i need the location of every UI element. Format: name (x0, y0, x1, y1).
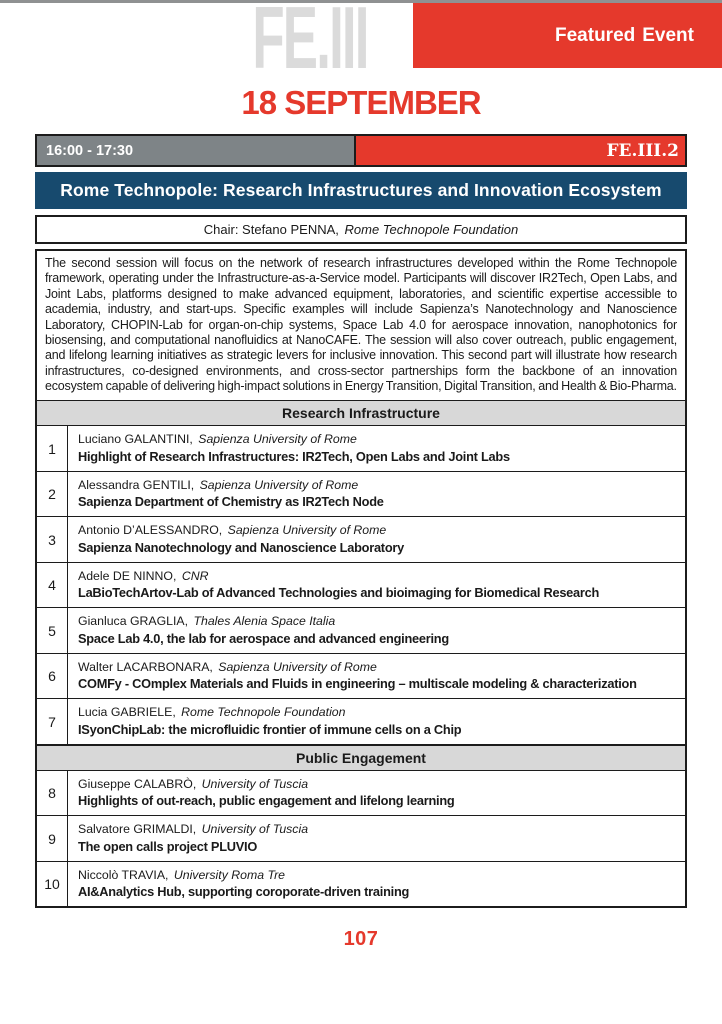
time-session-bar (35, 134, 687, 167)
speaker-name: Luciano GALANTINI, (78, 432, 193, 447)
page-number: 107 (343, 928, 379, 951)
row-number: 8 (37, 771, 68, 816)
row-content (68, 699, 685, 744)
table-row-10 (37, 862, 685, 907)
speaker-line (78, 705, 677, 719)
row-number: 9 (37, 816, 68, 861)
speaker-affiliation: University Roma Tre (173, 867, 286, 882)
row-number: 4 (37, 563, 68, 608)
table-row-8 (37, 771, 685, 817)
chair-affiliation: Rome Technopole Foundation (344, 222, 519, 237)
row-content (68, 517, 685, 562)
row-number: 2 (37, 472, 68, 517)
chair-row (35, 215, 687, 244)
speaker-name: Giuseppe CALABRÒ, (78, 776, 197, 791)
speaker-affiliation: CNR (181, 568, 209, 583)
section-header-public-engagement: Public Engagement (37, 745, 685, 771)
table-row-3 (37, 517, 685, 563)
row-number: 5 (37, 608, 68, 653)
row-content (68, 426, 685, 471)
table-row-7 (37, 699, 685, 745)
row-content (68, 654, 685, 699)
session-title: Rome Technopole: Research Infrastructures and Innovation Ecosystem (35, 172, 687, 209)
speaker-affiliation: Thales Alenia Space Italia (193, 614, 336, 629)
speaker-affiliation: Rome Technopole Foundation (181, 705, 346, 720)
table-row-1 (37, 426, 685, 472)
speaker-name: Walter LACARBONARA, (78, 659, 213, 674)
session-description: The second session will focus on the network of research infrastructures developed within the Rome Technopole framework, operating under the Infrastructure-as-a-Service model. Participants will discover IR2Tech, Open Labs, and Joint Labs, platforms designed to make advanced equipment, laboratories, and scientific expertise accessible to academia, industry, and start-ups. Specific examples will include Sapienza’s Nanotechnology and Nanoscience Laboratory, CHOPIN-Lab for organ-on-chip systems, Space Lab 4.0 for aerospace innovation, nanophotonics for biosensing, and computational nanofluidics at NanoCAFE. The session will also cover outreach, public engagement, and lifelong learning initiatives as strategic levers for inclusive innovation. This second part will illustrate how research infrastructures, co-designed environments, and cross-sector partnerships form the backbone of an innovation ecosystem capable of delivering high-impact solutions in Energy Transition, Digital Transition, and Health & Bio-Pharma. (45, 256, 677, 393)
row-content (68, 472, 685, 517)
featured-event-banner (413, 3, 722, 68)
speaker-line (78, 523, 677, 537)
speaker-affiliation: Sapienza University of Rome (218, 659, 377, 674)
badge-word-featured: Featured (555, 24, 636, 46)
row-content (68, 563, 685, 608)
row-number: 7 (37, 699, 68, 744)
talk-title: The open calls project PLUVIO (78, 838, 258, 854)
table-row-9 (37, 816, 685, 862)
table-row-2 (37, 472, 685, 518)
speaker-affiliation: Sapienza University of Rome (198, 432, 357, 447)
talk-title: Space Lab 4.0, the lab for aerospace and advanced engineering (78, 630, 449, 646)
speaker-name: Niccolò TRAVIA, (78, 867, 169, 882)
speaker-line (78, 432, 677, 446)
speaker-name: Antonio D’ALESSANDRO, (78, 523, 223, 538)
table-row-4 (37, 563, 685, 609)
speaker-affiliation: Sapienza University of Rome (199, 477, 359, 492)
time-range: 16:00 - 17:30 (37, 136, 356, 165)
session-table (35, 249, 687, 908)
chair-name: Chair: Stefano PENNA, (203, 222, 339, 237)
speaker-line (78, 868, 677, 882)
table-row-5 (37, 608, 685, 654)
talk-title: ISyonChipLab: the microfluidic frontier of immune cells on a Chip (78, 721, 462, 737)
date-heading: 18 SEPTEMBER (241, 84, 481, 121)
speaker-line (78, 822, 677, 836)
speaker-name: Gianluca GRAGLIA, (78, 614, 189, 629)
session-watermark: FE.III (252, 0, 368, 87)
talk-title: COMFy - COmplex Materials and Fluids in engineering – multiscale modeling & characterization (78, 676, 637, 692)
row-number: 1 (37, 426, 68, 471)
speaker-name: Alessandra GENTILI, (78, 477, 195, 492)
speaker-line (78, 777, 677, 791)
speaker-name: Adele DE NINNO, (78, 568, 177, 583)
row-content (68, 771, 685, 816)
row-content (68, 862, 685, 907)
section-header-research-infrastructure: Research Infrastructure (37, 400, 685, 426)
row-number: 10 (37, 862, 68, 907)
speaker-line (78, 569, 677, 583)
talk-title: AI&Analytics Hub, supporting coroporate-driven training (78, 884, 410, 900)
speaker-line (78, 614, 677, 628)
speaker-line (78, 478, 677, 492)
speaker-affiliation: Sapienza University of Rome (227, 523, 387, 538)
speaker-affiliation: University of Tuscia (201, 822, 309, 837)
talk-title: LaBioTechArtov-Lab of Advanced Technologies and bioimaging for Biomedical Research (78, 585, 600, 601)
row-number: 6 (37, 654, 68, 699)
talk-title: Sapienza Department of Chemistry as IR2Tech Node (78, 494, 384, 510)
talk-title: Highlight of Research Infrastructures: IR2Tech, Open Labs and Joint Labs (78, 448, 510, 464)
talk-title: Sapienza Nanotechnology and Nanoscience Laboratory (78, 539, 404, 555)
session-code: FE.III.2 (356, 136, 685, 165)
talk-title: Highlights of out-reach, public engagement and lifelong learning (78, 793, 455, 809)
page-header (0, 0, 722, 87)
speaker-affiliation: University of Tuscia (201, 776, 309, 791)
speaker-name: Lucia GABRIELE, (78, 705, 176, 720)
speaker-name: Salvatore GRIMALDI, (78, 822, 197, 837)
row-content (68, 608, 685, 653)
badge-word-event: Event (642, 24, 694, 46)
speaker-line (78, 660, 677, 674)
row-number: 3 (37, 517, 68, 562)
row-content (68, 816, 685, 861)
table-row-6 (37, 654, 685, 700)
